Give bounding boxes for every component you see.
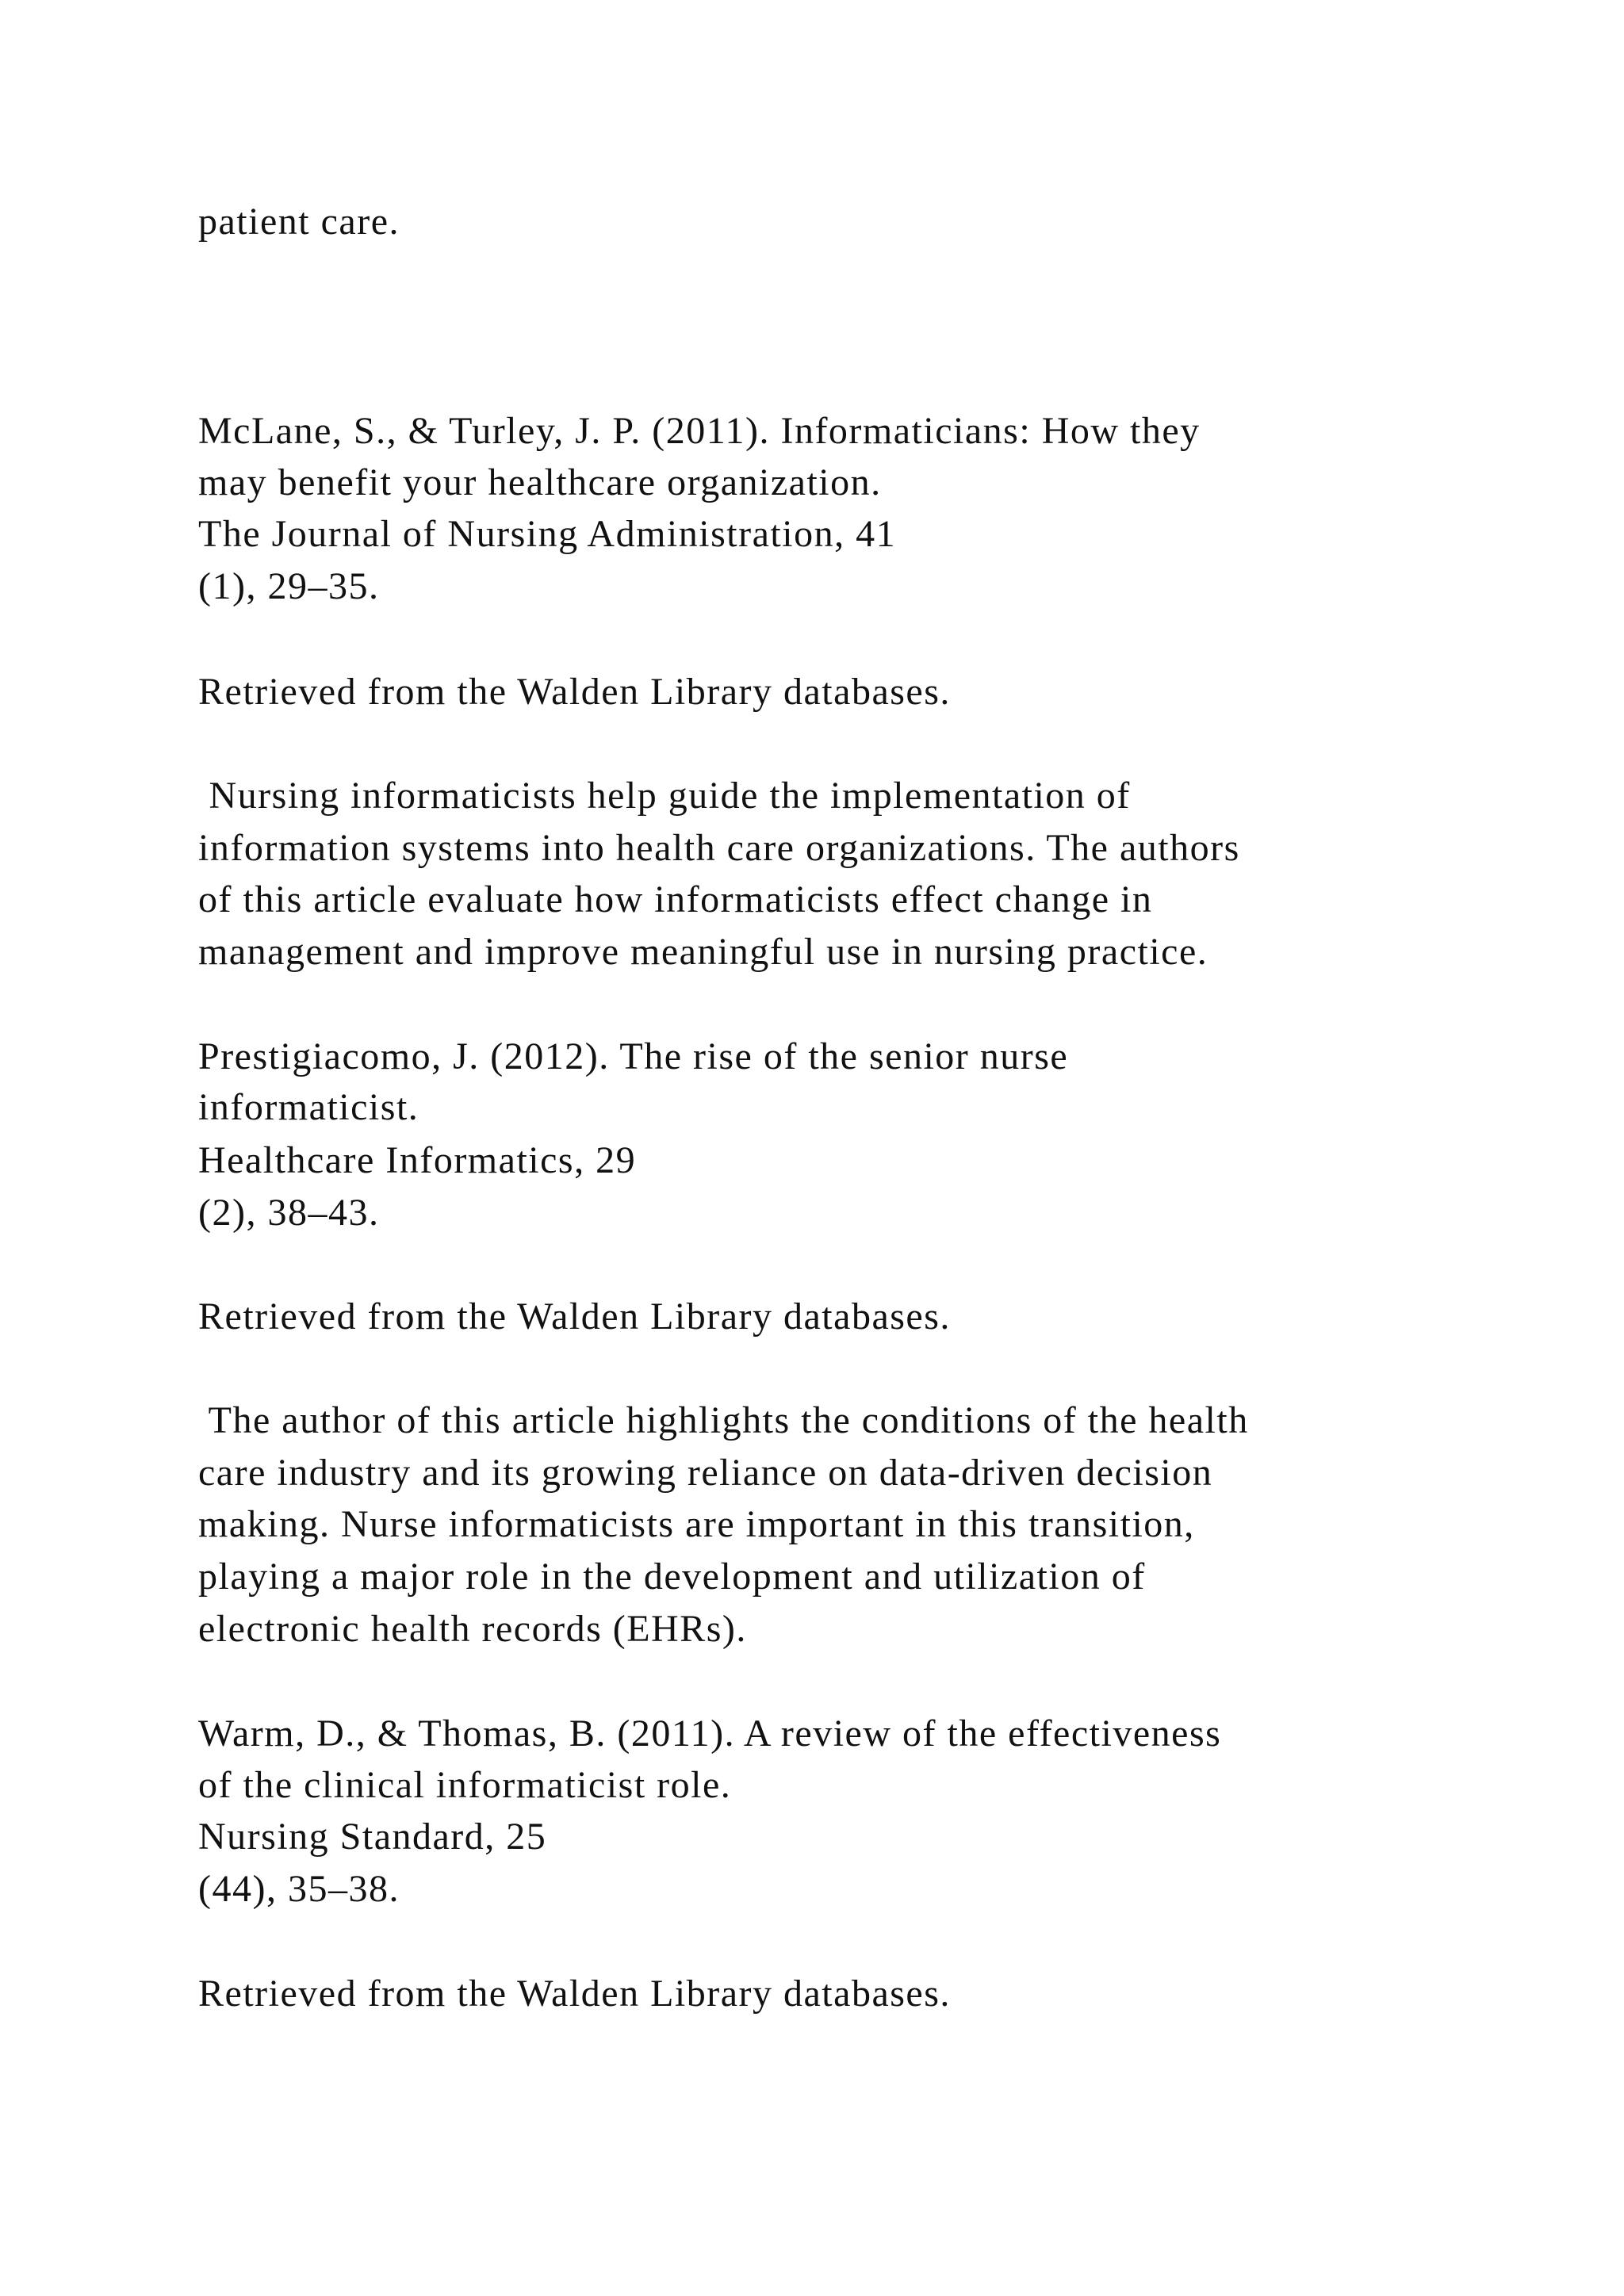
reference-line: (2), 38–43. (198, 1192, 380, 1234)
reference-line: (44), 35–38. (198, 1868, 400, 1910)
annotation-line: Nursing informaticists help guide the implementation of (198, 775, 1131, 817)
reference-line: may benefit your healthcare organization. (198, 461, 882, 503)
annotation-line: information systems into health care organizations. The authors (198, 827, 1240, 869)
annotation-line: care industry and its growing reliance on data-driven decision (198, 1452, 1213, 1494)
text-line: patient care. (198, 201, 400, 243)
reference-line: Warm, D., & Thomas, B. (2011). A review of the effectiveness (198, 1712, 1222, 1755)
reference-line: Healthcare Informatics, 29 (198, 1139, 637, 1181)
annotation-line: management and improve meaningful use in nursing practice. (198, 931, 1208, 973)
reference-line: The Journal of Nursing Administration, 41 (198, 513, 897, 555)
reference-line: McLane, S., & Turley, J. P. (2011). Informaticians: How they (198, 410, 1201, 452)
annotation-line: making. Nurse informaticists are important in this transition, (198, 1503, 1195, 1545)
annotation-line: The author of this article highlights the conditions of the health (198, 1399, 1249, 1441)
reference-line: Prestigiacomo, J. (2012). The rise of the senior nurse (198, 1035, 1069, 1077)
reference-line: informaticist. (198, 1086, 419, 1128)
annotation-line: playing a major role in the development and utilization of (198, 1556, 1146, 1598)
reference-line: (1), 29–35. (198, 565, 380, 607)
retrieval-note: Retrieved from the Walden Library databases. (198, 671, 951, 713)
retrieval-note: Retrieved from the Walden Library databases. (198, 1295, 951, 1337)
reference-line: Nursing Standard, 25 (198, 1816, 547, 1858)
retrieval-note: Retrieved from the Walden Library databases. (198, 1973, 951, 2015)
reference-line: of the clinical informaticist role. (198, 1764, 732, 1806)
annotation-line: of this article evaluate how informaticists effect change in (198, 878, 1153, 920)
annotation-line: electronic health records (EHRs). (198, 1608, 747, 1650)
